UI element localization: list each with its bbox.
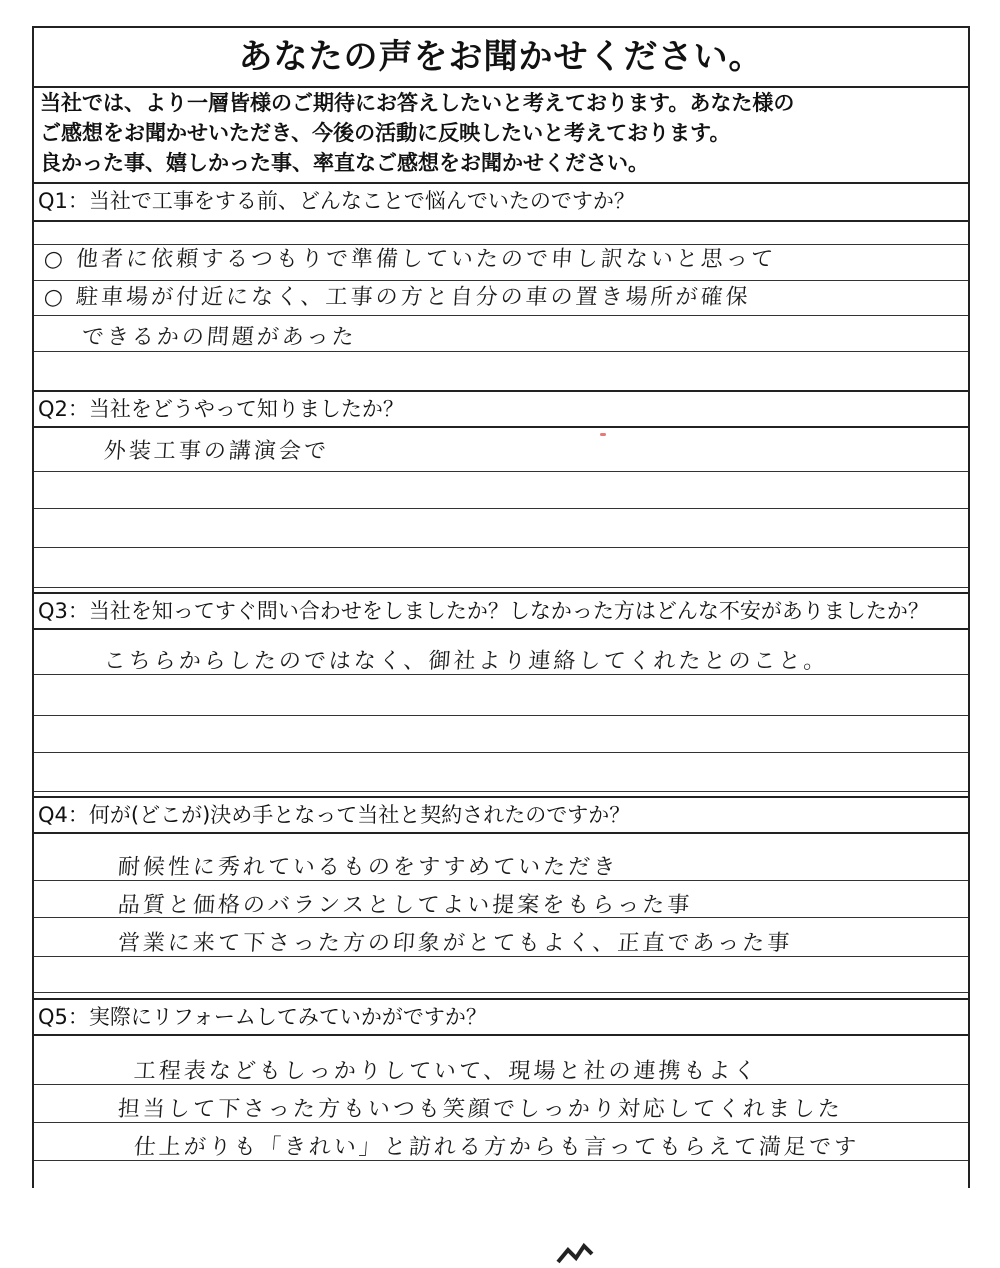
handwritten-answer: ○ 駐車場が付近になく、工事の方と自分の車の置き場所が確保 — [42, 285, 752, 310]
handwritten-answer: 品質と価格のバランスとしてよい提案をもらった事 — [116, 893, 694, 918]
handwritten-answer: 耐候性に秀れているものをすすめていただき — [116, 855, 619, 880]
question-2-section — [34, 390, 968, 590]
answer-line — [34, 752, 968, 753]
scribble-mark — [554, 1240, 598, 1268]
question-1-section — [34, 184, 968, 390]
handwritten-answer: こちらからしたのではなく、御社より連絡してくれたとのこと。 — [102, 649, 830, 674]
handwritten-answer: 外装工事の講演会で — [102, 439, 330, 464]
answer-line — [34, 315, 968, 316]
question-5-section — [34, 998, 968, 1190]
question-4-section — [34, 796, 968, 996]
handwritten-answer: 担当して下さった方もいつも笑顔でしっかり対応してくれました — [116, 1097, 844, 1122]
handwritten-answer: ○ 他者に依頼するつもりで準備していたので申し訳ないと思って — [42, 247, 777, 272]
question-5-label: Q5：実際にリフォームしてみていかがですか？ — [34, 998, 968, 1036]
question-3-label: Q3：当社を知ってすぐ問い合わせをしましたか？しなかった方はどんな不安がありましたか？ — [34, 592, 968, 630]
intro-line: 良かった事、嬉しかった事、率直なご感想をお聞かせください。 — [40, 151, 649, 175]
question-1-label: Q1：当社で工事をする前、どんなことで悩んでいたのですか？ — [34, 184, 968, 222]
handwritten-answer: できるかの問題があった — [80, 325, 358, 350]
answer-line — [34, 587, 968, 588]
question-3-section — [34, 592, 968, 794]
question-4-label: Q4：何が(どこが)決め手となって当社と契約されたのですか？ — [34, 796, 968, 834]
page-title: あなたの声をお聞かせください。 — [34, 28, 968, 88]
answer-line — [34, 992, 968, 993]
intro-line: 当社では、より一層皆様のご期待にお答えしたいと考えております。あなた様の — [40, 91, 795, 115]
question-2-label: Q2：当社をどうやって知りましたか？ — [34, 390, 968, 428]
answer-line — [34, 351, 968, 352]
handwritten-answer: 仕上がりも「きれい」と訪れる方からも言ってもらえて満足です — [132, 1135, 860, 1160]
red-mark — [600, 433, 606, 436]
answer-line — [34, 508, 968, 509]
handwritten-answer: 工程表などもしっかりしていて、現場と社の連携もよく — [132, 1059, 760, 1084]
answer-line — [34, 471, 968, 472]
answer-line — [34, 715, 968, 716]
survey-sheet — [32, 26, 970, 1188]
answer-line — [34, 547, 968, 548]
handwritten-answer: 営業に来て下さった方の印象がとてもよく、正直であった事 — [116, 931, 794, 956]
answer-line — [34, 791, 968, 792]
intro-line: ご感想をお聞かせいただき、今後の活動に反映したいと考えております。 — [40, 121, 731, 145]
intro-text — [34, 88, 968, 184]
